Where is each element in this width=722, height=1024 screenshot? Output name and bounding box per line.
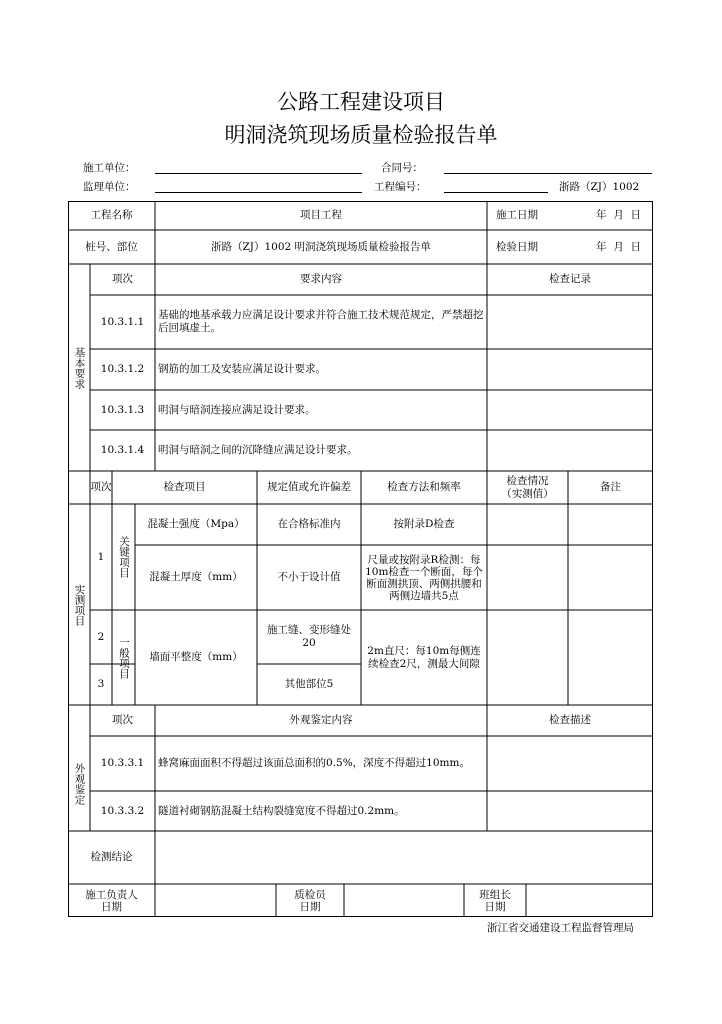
constructor-date-label: 日期 [101,900,122,913]
basic-col-record: 检查记录 [549,273,591,285]
qc-signature-cell[interactable] [344,884,464,917]
appearance-section-label: 外观鉴定 [73,762,86,805]
construction-unit-label: 施工单位： [83,162,136,174]
group-leader-signature-label [464,884,526,917]
flatness-spec-other: 其他部位5 [284,678,334,690]
station-label: 桩号、部位 [85,240,138,253]
contract-no-field[interactable] [444,173,652,174]
basic-col-requirement: 要求内容 [300,273,342,285]
constructor-signature-label [68,884,155,917]
measured-col-check: 检查项目 [163,481,206,493]
key-items-label: 关键项目 [118,536,130,578]
qc-signature-label [276,884,344,917]
basic-item-no: 10.3.1.1 [100,315,145,328]
inspection-date-label: 检验日期 [496,240,538,253]
appearance-col-description: 检查描述 [549,714,591,726]
appearance-description-cell[interactable] [487,736,653,791]
issuing-authority: 浙江省交通建设工程监督管理局 [487,922,634,934]
constructor-signature-cell[interactable] [155,884,276,917]
appearance-item-text: 隧道衬砌钢筋混凝土结构裂缝宽度不得超过0.2mm。 [158,804,405,817]
basic-record-cell[interactable] [487,390,653,430]
basic-item-no: 10.3.1.4 [100,444,145,456]
general-items-label: 一般项目 [118,636,130,679]
basic-item-no: 10.3.1.3 [100,403,145,416]
construction-date-label: 施工日期 [496,209,538,221]
supervision-unit-label: 监理单位： [83,181,136,193]
project-no-label: 工程编号： [374,181,427,193]
strength-method: 按附录D检查 [393,518,455,530]
basic-requirements-section-label: 基本要求 [73,346,86,389]
contract-no-label: 合同号： [381,162,423,174]
basic-item-text: 明洞与暗洞连接应满足设计要求。 [158,403,316,416]
basic-col-item: 项次 [112,273,133,285]
supervision-unit-field[interactable] [155,192,362,193]
basic-item-text: 钢筋的加工及安装应满足设计要求。 [158,363,326,375]
strength-spec: 在合格标准内 [277,518,341,530]
flatness-spec-joints: 施工缝、变形缝处20 [267,624,351,649]
thickness-result-cell[interactable] [487,545,568,610]
thickness-remark-cell[interactable] [568,545,653,610]
page-subtitle: 明洞浇筑现场质量检验报告单 [224,123,498,147]
appearance-description-cell[interactable] [487,791,653,831]
appearance-item-text: 蜂窝麻面面积不得超过该面总面积的0.5%，深度不得超过10mm。 [158,757,470,769]
flatness-method: 2m直尺：每10m每侧连续检查2尺，测最大间隙 [367,644,481,670]
project-name-label: 工程名称 [90,209,133,221]
thickness-method: 尺量或按附录R检测：每10m检查一个断面，每个断面测拱顶、两侧拱腰和两侧边墙共5点 [365,553,483,602]
measured-section-label: 实测项目 [73,583,86,626]
basic-item-no: 10.3.1.2 [100,363,145,375]
measured-col-result: 检查情况（实测值） [501,474,554,500]
measured-col-item: 项次 [90,481,112,493]
conclusion-cell[interactable] [155,831,653,884]
constructor-label: 施工负责人 [85,888,138,901]
conclusion-label: 检测结论 [90,851,133,863]
page-title: 公路工程建设项目 [277,90,445,114]
appearance-col-content: 外观鉴定内容 [289,714,353,726]
measured-col-spec: 规定值或允许偏差 [267,481,351,493]
flatness-item: 墙面平整度（mm） [149,651,243,663]
qc-date-label: 日期 [299,900,321,913]
inspection-date-value[interactable]: 年 月 日 [596,240,641,253]
construction-date-value[interactable]: 年 月 日 [596,209,641,221]
project-no-field[interactable] [444,192,548,193]
project-name-value[interactable]: 项目工程 [300,209,342,221]
group-leader-date-label: 日期 [484,900,506,913]
thickness-spec: 不小于设计值 [277,571,341,583]
basic-item-text: 明洞与暗洞之间的沉降缝应满足设计要求。 [158,444,358,456]
measured-col-remark: 备注 [600,481,621,493]
strength-result-cell[interactable] [487,504,568,545]
appearance-item-no: 10.3.3.1 [100,757,145,769]
strength-item: 混凝土强度（Mpa） [147,518,245,530]
station-value[interactable]: 浙路（ZJ）1002 明洞浇筑现场质量检验报告单 [210,240,432,253]
flatness-result-cell[interactable] [487,610,568,705]
appearance-item-no: 10.3.3.2 [100,804,145,817]
qc-label: 质检员 [294,888,326,901]
form-code: 浙路（ZJ）1002 [559,181,640,193]
construction-unit-field[interactable] [155,173,362,174]
inspection-table [68,201,653,917]
flatness-remark-cell[interactable] [568,610,653,705]
measured-col-method: 检查方法和频率 [387,481,461,493]
group-leader-signature-cell[interactable] [526,884,653,917]
measured-no-2: 2 [97,630,105,643]
measured-no-3: 3 [97,678,105,690]
strength-remark-cell[interactable] [568,504,653,545]
group-leader-label: 班组长 [479,888,511,901]
thickness-item: 混凝土厚度（mm） [149,571,243,583]
basic-record-cell[interactable] [487,295,653,349]
basic-record-cell[interactable] [487,349,653,390]
basic-record-cell[interactable] [487,430,653,471]
appearance-col-item: 项次 [112,714,133,726]
basic-item-text: 基础的地基承载力应满足设计要求并符合施工技术规范规定，严禁超挖后回填虚土。 [158,309,484,334]
measured-no-1: 1 [97,550,105,563]
